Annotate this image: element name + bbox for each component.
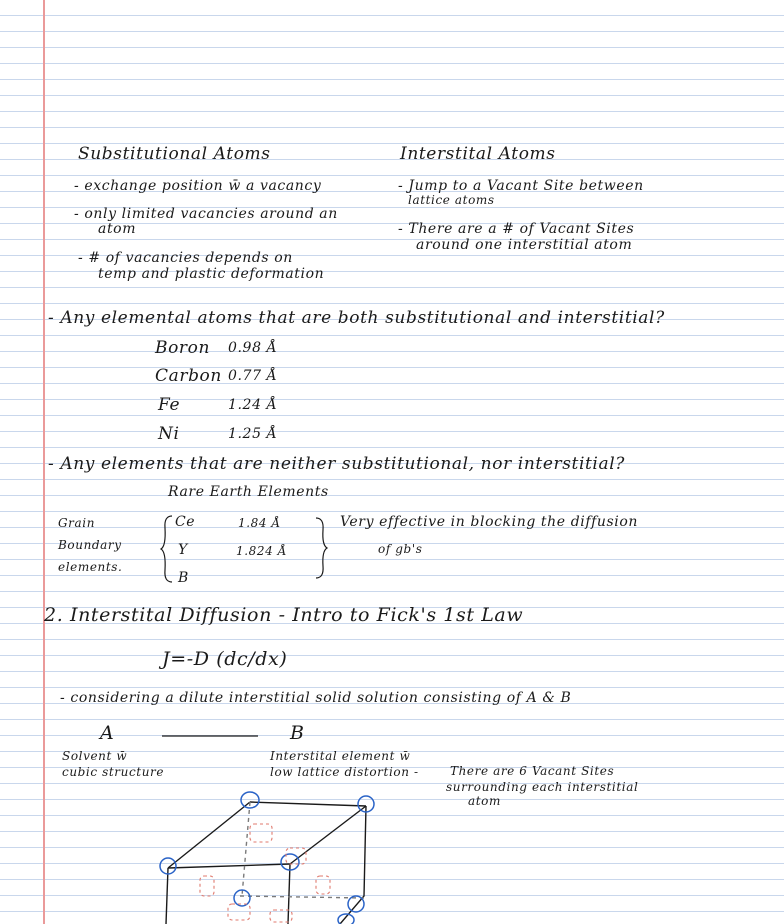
interstitial-heading: Interstital Atoms: [400, 144, 556, 164]
vacant-sites-note: surrounding each interstitial: [446, 780, 639, 794]
lattice-atoms: [160, 792, 374, 924]
element-name: Carbon: [155, 366, 222, 386]
interstitial-desc: Interstital element w̄: [270, 749, 411, 763]
right-brace: [314, 516, 328, 580]
element-name: Fe: [158, 395, 181, 415]
cubic-lattice-sketch: [150, 786, 390, 924]
label-a: A: [100, 722, 115, 744]
vacant-sites-note: There are 6 Vacant Sites: [450, 764, 615, 778]
element-radius: 1.84 Å: [238, 516, 281, 530]
vacant-sites: [200, 824, 330, 922]
element-radius: 1.25 Å: [228, 426, 278, 442]
element-name: B: [178, 570, 189, 586]
ficks-equation: J=-D (dc/dx): [162, 648, 288, 670]
element-radius: 1.824 Å: [236, 544, 288, 558]
element-radius: 0.98 Å: [228, 340, 278, 356]
substitutional-bullet-cont: atom: [98, 221, 137, 237]
interstitial-bullet-cont: around one interstitial atom: [416, 237, 633, 253]
a-b-connector: [160, 733, 260, 739]
considering-text: - considering a dilute interstitial solid solution consisting of A & B: [60, 690, 572, 706]
interstitial-desc: low lattice distortion -: [270, 765, 419, 779]
element-name: Ni: [158, 424, 180, 444]
cube-edges: [166, 802, 366, 924]
side-label: Boundary: [58, 538, 122, 552]
substitutional-bullet: - # of vacancies depends on: [78, 250, 293, 266]
label-b: B: [290, 722, 305, 744]
substitutional-heading: Substitutional Atoms: [78, 144, 271, 164]
interstitial-bullet: - Jump to a Vacant Site between: [398, 178, 644, 194]
margin-line: [43, 0, 45, 924]
side-label: elements.: [58, 560, 123, 574]
element-name: Boron: [155, 338, 211, 358]
gb-note: Very effective in blocking the diffusion: [340, 514, 639, 530]
question-neither: - Any elements that are neither substitutional, nor interstitial?: [48, 454, 625, 474]
side-label: Grain: [58, 516, 96, 530]
left-brace: [160, 514, 174, 584]
substitutional-bullet-cont: temp and plastic deformation: [98, 266, 325, 282]
vacant-sites-note: atom: [468, 794, 501, 808]
substitutional-bullet: - only limited vacancies around an: [74, 206, 338, 222]
interstitial-bullet: - There are a # of Vacant Sites: [398, 221, 635, 237]
element-name: Y: [178, 542, 188, 558]
element-radius: 1.24 Å: [228, 397, 278, 413]
element-name: Ce: [175, 514, 196, 530]
question-both: - Any elemental atoms that are both substitutional and interstitial?: [48, 308, 665, 328]
element-radius: 0.77 Å: [228, 368, 278, 384]
gb-note: of gb's: [378, 542, 423, 556]
solvent-desc: Solvent w̄: [62, 749, 128, 763]
rare-earth-heading: Rare Earth Elements: [168, 484, 329, 500]
interstitial-bullet-cont: lattice atoms: [408, 193, 495, 207]
substitutional-bullet: - exchange position w̄ a vacancy: [74, 178, 322, 194]
solvent-desc: cubic structure: [62, 765, 165, 779]
section-heading: 2. Interstital Diffusion - Intro to Fick's 1st Law: [44, 604, 524, 626]
